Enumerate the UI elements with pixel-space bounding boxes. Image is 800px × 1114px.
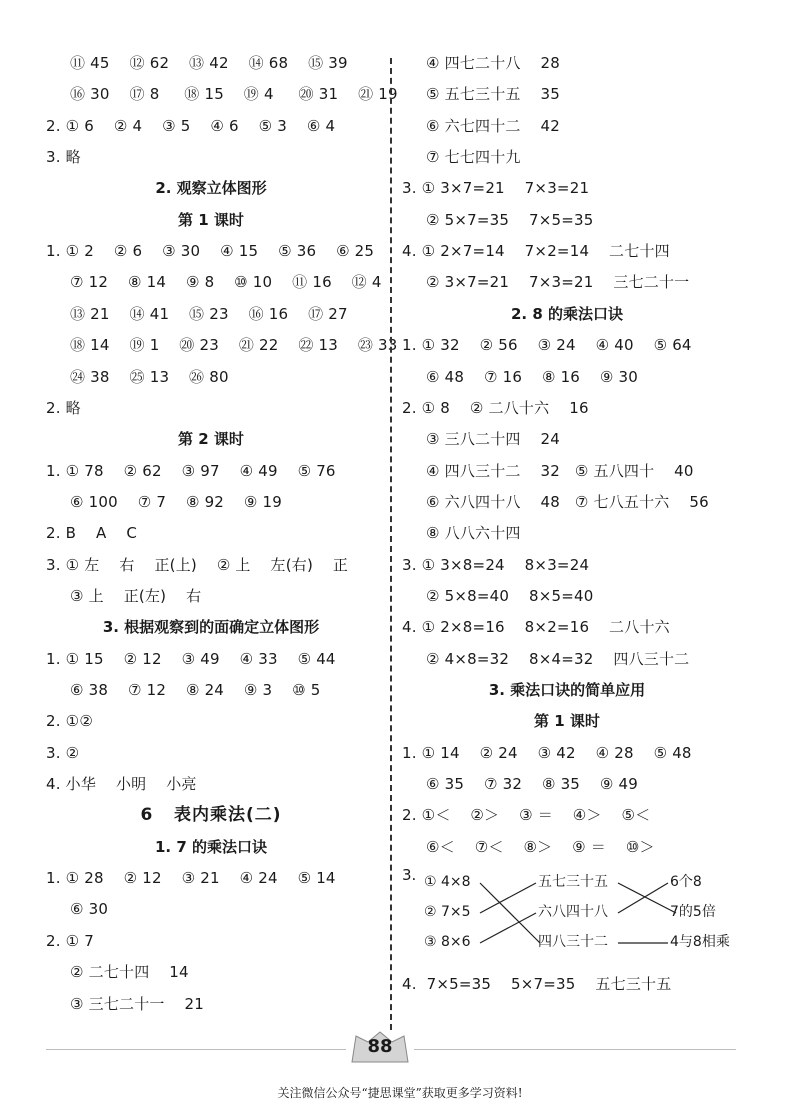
right-last-line: 4. 7×5=35 5×7=35 五七三十五 bbox=[402, 975, 672, 993]
answer-line: 3. ② bbox=[46, 743, 80, 762]
section-heading: 第 1 课时 bbox=[178, 210, 244, 229]
matching-middle-1: 五七三十五 bbox=[538, 874, 608, 890]
section-heading: 6 表内乘法(二) bbox=[140, 805, 282, 826]
answer-line: 2. ① 6 ② 4 ③ 5 ④ 6 ⑤ 3 ⑥ 4 bbox=[46, 116, 336, 135]
answer-line: ② 3×7=21 7×3=21 三七二十一 bbox=[426, 273, 690, 292]
answer-line: 1. ① 32 ② 56 ③ 24 ④ 40 ⑤ 64 bbox=[402, 336, 692, 355]
answer-line: 1. ① 78 ② 62 ③ 97 ④ 49 ⑤ 76 bbox=[46, 461, 336, 480]
answer-line: ⑥ 六七四十二 42 bbox=[426, 116, 560, 135]
answer-line: ⑧ 八八六十四 bbox=[426, 524, 521, 543]
footer-rule-right bbox=[414, 1049, 736, 1050]
answer-line: ⑥ 100 ⑦ 7 ⑧ 92 ⑨ 19 bbox=[70, 492, 283, 511]
answer-line: ④ 四八三十二 32 ⑤ 五八四十 40 bbox=[426, 461, 694, 480]
answer-line: ② 4×8=32 8×4=32 四八三十二 bbox=[426, 649, 690, 668]
answer-line: ② 5×8=40 8×5=40 bbox=[426, 586, 594, 605]
answer-line: 2. ① 8 ② 二八十六 16 bbox=[402, 398, 589, 417]
answer-line: ⑤ 五七三十五 35 bbox=[426, 85, 560, 104]
answer-line: 3. ① 左 右 正(上) ② 上 左(右) 正 bbox=[46, 555, 349, 574]
page-number: 88 bbox=[367, 1036, 393, 1057]
matching-middle-3: 四八三十二 bbox=[538, 934, 608, 950]
answer-line: ③ 上 正(左) 右 bbox=[70, 586, 202, 605]
section-heading: 2. 8 的乘法口诀 bbox=[510, 304, 624, 323]
answer-line: 1. ① 2 ② 6 ③ 30 ④ 15 ⑤ 36 ⑥ 25 bbox=[46, 242, 375, 261]
answer-line: ② 5×7=35 7×5=35 bbox=[426, 210, 594, 229]
answer-line: ⑥ 30 bbox=[70, 900, 109, 919]
answer-line: ⑦ 七七四十九 bbox=[426, 148, 521, 167]
answer-line: 4. 小华 小明 小亮 bbox=[46, 775, 197, 794]
matching-right-3: 4与8相乘 bbox=[670, 934, 730, 950]
matching-left-3: ③ 8×6 bbox=[424, 934, 471, 950]
answer-line: ⑯ 30 ⑰ 8 ⑱ 15 ⑲ 4 ⑳ 31 ㉑ 19 bbox=[70, 85, 398, 104]
answer-line: ㉔ 38 ㉕ 13 ㉖ 80 bbox=[70, 367, 229, 386]
answer-line: 2. ①＜ ②＞ ③ ＝ ④＞ ⑤＜ bbox=[402, 806, 651, 825]
answer-line: 3. ① 3×8=24 8×3=24 bbox=[402, 555, 590, 574]
answer-line: ② 二七十四 14 bbox=[70, 963, 189, 982]
answer-line: 2. B A C bbox=[46, 524, 138, 543]
section-heading: 3. 乘法口诀的简单应用 bbox=[488, 681, 646, 699]
answer-line: 3. ① 3×7=21 7×3=21 bbox=[402, 179, 590, 198]
section-heading: 2. 观察立体图形 bbox=[155, 179, 267, 198]
answer-line: 2. ①② bbox=[46, 712, 93, 731]
section-heading: 第 2 课时 bbox=[178, 430, 244, 449]
answer-line: ⑥ 六八四十八 48 ⑦ 七八五十六 56 bbox=[426, 492, 709, 511]
matching-right-2: 7的5倍 bbox=[670, 904, 716, 920]
answer-line: 4. ① 2×7=14 7×2=14 二七十四 bbox=[402, 242, 670, 261]
answer-line: ③ 三七二十一 21 bbox=[70, 994, 204, 1013]
answer-line: ⑱ 14 ⑲ 1 ⑳ 23 ㉑ 22 ㉒ 13 ㉓ 33 bbox=[70, 336, 398, 355]
answer-line: 1. ① 15 ② 12 ③ 49 ④ 33 ⑤ 44 bbox=[46, 649, 336, 668]
matching-number: 3. bbox=[402, 866, 417, 884]
answer-line: ⑪ 45 ⑫ 62 ⑬ 42 ⑭ 68 ⑮ 39 bbox=[70, 54, 348, 72]
section-heading: 3. 根据观察到的面确定立体图形 bbox=[102, 618, 320, 637]
answer-line: 1. ① 28 ② 12 ③ 21 ④ 24 ⑤ 14 bbox=[46, 869, 336, 888]
answer-line: ⑦ 12 ⑧ 14 ⑨ 8 ⑩ 10 ⑪ 16 ⑫ 4 bbox=[70, 273, 382, 292]
matching-left-2: ② 7×5 bbox=[424, 904, 471, 920]
answer-line: 2. 略 bbox=[46, 398, 81, 417]
matching-right-1: 6个8 bbox=[670, 874, 702, 890]
section-heading: 第 1 课时 bbox=[534, 712, 600, 731]
answer-line: ③ 三八二十四 24 bbox=[426, 430, 560, 449]
answer-line: ④ 四七二十八 28 bbox=[426, 54, 560, 72]
answer-line: ⑥ 48 ⑦ 16 ⑧ 16 ⑨ 30 bbox=[426, 367, 639, 386]
answer-line: 1. ① 14 ② 24 ③ 42 ④ 28 ⑤ 48 bbox=[402, 743, 692, 762]
matching-middle-2: 六八四十八 bbox=[538, 904, 608, 920]
answer-line: ⑥ 38 ⑦ 12 ⑧ 24 ⑨ 3 ⑩ 5 bbox=[70, 681, 321, 699]
matching-left-1: ① 4×8 bbox=[424, 874, 471, 890]
footer-text: 关注微信公众号“捷思课堂”获取更多学习资料! bbox=[277, 1086, 523, 1100]
answer-line: 4. ① 2×8=16 8×2=16 二八十六 bbox=[402, 618, 670, 637]
footer-rule-left bbox=[46, 1049, 346, 1050]
answer-line: 3. 略 bbox=[46, 148, 81, 167]
answer-line: ⑥＜ ⑦＜ ⑧＞ ⑨ ＝ ⑩＞ bbox=[426, 837, 655, 856]
answer-line: ⑥ 35 ⑦ 32 ⑧ 35 ⑨ 49 bbox=[426, 775, 639, 794]
answer-line: 2. ① 7 bbox=[46, 931, 95, 950]
answer-line: ⑬ 21 ⑭ 41 ⑮ 23 ⑯ 16 ⑰ 27 bbox=[70, 304, 348, 323]
section-heading: 1. 7 的乘法口诀 bbox=[154, 837, 268, 856]
